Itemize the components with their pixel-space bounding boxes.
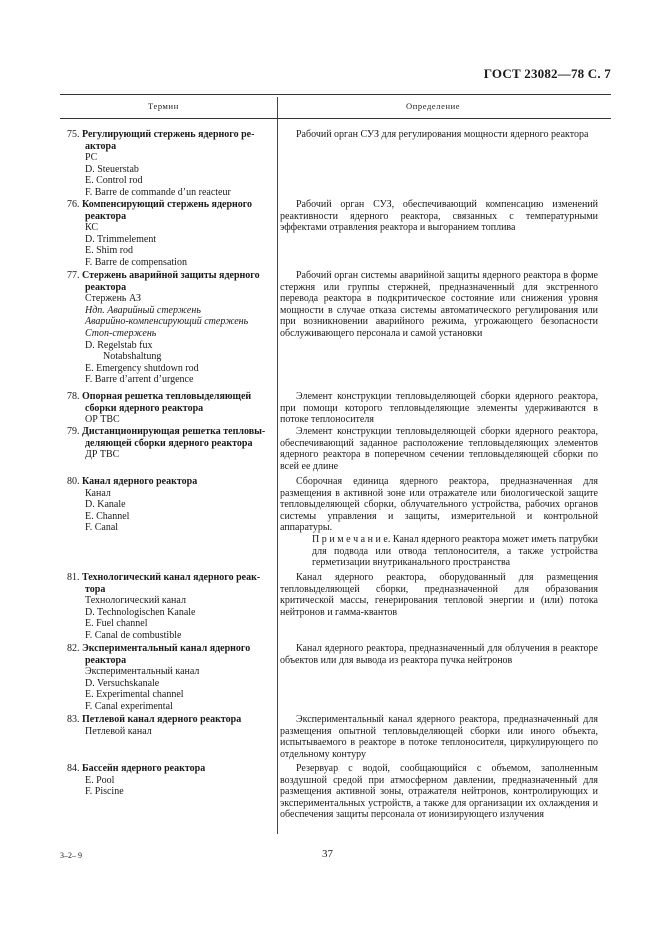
- term-synonym: F. Barre de compensation: [85, 256, 187, 268]
- term-synonym: ОР ТВС: [85, 414, 120, 426]
- term-synonym: F. Canal experimental: [85, 700, 173, 712]
- term-synonym: D. Versuchskanale: [85, 677, 160, 689]
- term-synonym: D. Regelstab fux: [85, 339, 153, 351]
- term-entry: [67, 572, 273, 642]
- definition-text: Канал ядерного реактора, предназначенный для облучения в реакторе объектов или для вывода из реактора пучка нейтронов: [280, 643, 598, 666]
- term-title-continuation: актора: [85, 140, 117, 152]
- term-number: 84.: [67, 763, 80, 774]
- term-title-text: Экспериментальный канал ядерного: [82, 643, 251, 654]
- definition-entry: [280, 763, 598, 821]
- definition-entry: [280, 129, 598, 141]
- term-entry: [67, 714, 273, 737]
- term-title-continuation: реактора: [85, 210, 127, 222]
- term-synonym: E. Channel: [85, 510, 130, 522]
- term-number: 80.: [67, 476, 80, 487]
- term-synonym: E. Shim rod: [85, 245, 134, 257]
- term-entry: [67, 476, 273, 534]
- term-synonym: Технологический канал: [85, 595, 186, 607]
- term-synonym: D. Steuerstab: [85, 163, 139, 175]
- term-number: 77.: [67, 270, 80, 281]
- definition-text: Элемент конструкции тепловыделяющей сборки ядерного реактора, при помощи которого тепловыделяющие элементы удерживаются в потоке теплоносителя: [280, 391, 598, 426]
- term-title-text: Бассейн ядерного реактора: [82, 763, 206, 774]
- term-title-continuation: деляющей сборки ядерного реактора: [85, 437, 253, 449]
- term-synonym: ДР ТВС: [85, 449, 120, 461]
- term-title-continuation: реактора: [85, 654, 127, 666]
- definition-entry: [280, 714, 598, 760]
- term-title-text: Компенсирующий стержень ядерного: [82, 199, 253, 210]
- definition-entry: [280, 572, 598, 618]
- term-entry: [67, 391, 273, 426]
- term-title: [67, 763, 273, 775]
- term-entry: [67, 763, 273, 798]
- definition-text: Элемент конструкции тепловыделяющей сборки ядерного реактора, обеспечивающий заданное расположение тепловыделяющих элементов ядерного реактора в поперечном сечении тепловыделяющей сборки по всей ее длине: [280, 426, 598, 472]
- definition-text: Рабочий орган СУЗ, обеспечивающий компенсацию изменений реактивности ядерного реактора, связанных с температурными эффектами отравления реактора и выгоранием топлива: [280, 199, 598, 234]
- term-synonym: РС: [85, 152, 98, 164]
- term-title: [67, 270, 273, 282]
- term-title-continuation: тора: [85, 583, 106, 595]
- column-header-definition: Определение: [406, 101, 461, 111]
- term-title-text: Дистанционирующая решетка тепловы-: [82, 426, 266, 437]
- term-title: [67, 391, 273, 403]
- term-synonym: E. Control rod: [85, 175, 143, 187]
- term-number: 75.: [67, 129, 80, 140]
- definition-entry: [280, 270, 598, 340]
- term-synonym: F. Canal: [85, 522, 119, 534]
- print-code: 3–2– 9: [60, 851, 82, 860]
- column-divider: [277, 97, 278, 834]
- term-number: 83.: [67, 714, 80, 725]
- term-title-continuation: реактора: [85, 281, 127, 293]
- definition-text: Канал ядерного реактора, оборудованный для размещения тепловыделяющей сборки, предназначенной для образования критической массы, генерирования тепловой энергии и (или) потока нейтронов и гамма-квантов: [280, 572, 598, 618]
- term-title-text: Петлевой канал ядерного реактора: [82, 714, 242, 725]
- term-number: 82.: [67, 643, 80, 654]
- term-title-text: Канал ядерного реактора: [82, 476, 198, 487]
- term-title: [67, 572, 273, 584]
- term-synonym: F. Barre d’arrent d’urgence: [85, 374, 194, 386]
- definition-text: Рабочий орган системы аварийной защиты ядерного реактора в форме стержня или группы стержней, предназначенный для экстренного перевода реактора в подкритическое состояние или снижения уровня мощности в случае отказа системы автоматического регулирования или при возникновении аварийного режима, угрожающего безопасности обслуживающего персонала и самой установки: [280, 270, 598, 339]
- term-synonym: Ндп. Аварийный стержень: [85, 304, 201, 316]
- definition-entry: [280, 391, 598, 426]
- term-synonym: E. Emergency shutdown rod: [85, 362, 199, 374]
- definition-note: П р и м е ч а н и е. Канал ядерного реактора может иметь патрубки для подвода или отвода теплоносителя, а также устройства герметизации внутриканального пространства: [312, 533, 598, 569]
- term-synonym: F. Piscine: [85, 786, 124, 798]
- term-synonym: Стоп-стержень: [85, 327, 157, 339]
- term-synonym: D. Technologischen Kanale: [85, 606, 196, 618]
- term-synonym: F. Barre de commande d’un reacteur: [85, 186, 231, 198]
- term-synonym: Экспериментальный канал: [85, 666, 200, 678]
- term-synonym: Стержень АЗ: [85, 293, 141, 305]
- definition-text: Рабочий орган СУЗ для регулирования мощности ядерного реактора: [296, 129, 589, 140]
- table-top-rule: [60, 94, 611, 95]
- term-synonym: F. Canal de combustible: [85, 629, 182, 641]
- definition-text: Сборочная единица ядерного реактора, предназначенная для размещения в активной зоне или отражателе или биологической защите тепловыделяющей сборки, облучательного устройства, рабочих органов системы управления и защиты, измерительной и контрольной аппаратуры.: [280, 476, 598, 534]
- term-title-text: Регулирующий стержень ядерного ре-: [82, 129, 255, 140]
- definition-entry: [280, 643, 598, 666]
- term-synonym: Петлевой канал: [85, 725, 152, 737]
- term-title: [67, 199, 273, 211]
- definition-text: Экспериментальный канал ядерного реактора, предназначенный для размещения опытной тепловыделяющей сборки или иного объекта, испытываемого в реакторе в потоке теплоносителя, циркулирующего по отдельному контуру: [280, 714, 598, 760]
- term-title-text: Опорная решетка тепловыделяющей: [82, 391, 252, 402]
- term-title-continuation: сборки ядерного реактора: [85, 402, 204, 414]
- definition-entry: [280, 476, 598, 569]
- column-header-term: Термин: [148, 101, 179, 111]
- term-synonym: Канал: [85, 487, 111, 499]
- term-entry: [67, 270, 273, 386]
- term-title: [67, 643, 273, 655]
- term-title-text: Технологический канал ядерного реак-: [82, 572, 261, 583]
- term-synonym: D. Kanale: [85, 499, 126, 511]
- term-synonym: Аварийно-компенсирующий стержень: [85, 316, 249, 328]
- page-number: 37: [322, 848, 333, 860]
- term-title: [67, 714, 273, 726]
- term-title: [67, 129, 273, 141]
- term-synonym: E. Fuel channel: [85, 618, 148, 630]
- term-number: 81.: [67, 572, 80, 583]
- page-header: ГОСТ 23082—78 С. 7: [483, 66, 611, 81]
- term-synonym: E. Experimental channel: [85, 689, 184, 701]
- definition-entry: [280, 199, 598, 234]
- term-number: 78.: [67, 391, 80, 402]
- term-synonym: E. Pool: [85, 774, 115, 786]
- term-synonym: D. Trimmelement: [85, 233, 157, 245]
- term-number: 76.: [67, 199, 80, 210]
- term-synonym: Notabshaltung: [103, 351, 162, 363]
- term-entry: [67, 199, 273, 269]
- term-number: 79.: [67, 426, 80, 437]
- term-entry: [67, 129, 273, 199]
- term-title: [67, 426, 273, 438]
- term-entry: [67, 426, 273, 461]
- term-entry: [67, 643, 273, 713]
- term-synonym: КС: [85, 222, 99, 234]
- definition-text: Резервуар с водой, сообщающийся с объемом, заполненным воздушной средой при атмосферном давлении, предназначенный для размещения активной зоны, отражателя нейтронов, контролирующих и экспериментальных устройств, а также для организации их охлаждения и обеспечения защиты персонала от ионизирующего излучения: [280, 763, 598, 821]
- table-header-rule: [60, 118, 611, 119]
- term-title-text: Стержень аварийной защиты ядерного: [82, 270, 260, 281]
- term-title: [67, 476, 273, 488]
- definition-entry: [280, 426, 598, 472]
